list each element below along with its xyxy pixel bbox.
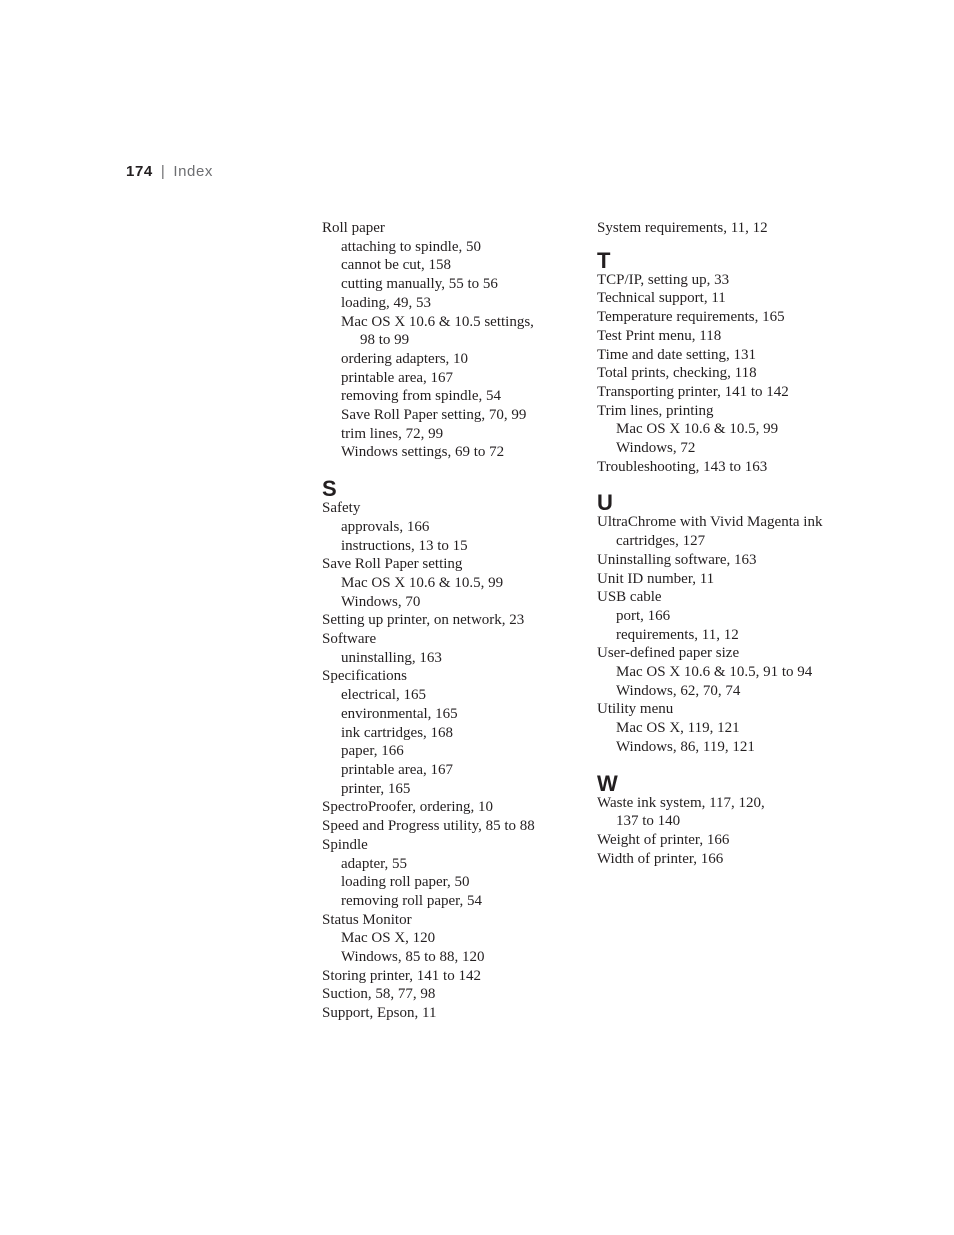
index-column-right [597, 219, 897, 868]
index-subentry: requirements, 11, 12 [616, 626, 739, 643]
index-entry: Transporting printer, 141 to 142 [597, 383, 789, 400]
index-entry: Storing printer, 141 to 142 [322, 967, 481, 984]
index-letter-heading: U [597, 490, 613, 516]
index-subentry: Windows, 86, 119, 121 [616, 738, 755, 755]
index-letter-heading: S [322, 476, 337, 502]
index-entry-continuation: 137 to 140 [616, 813, 681, 830]
index-subentry: removing from spindle, 54 [341, 388, 501, 405]
index-subentry: Windows, 72 [616, 440, 696, 457]
index-subentry: attaching to spindle, 50 [341, 238, 481, 255]
index-subentry: printer, 165 [341, 780, 411, 797]
index-subentry: environmental, 165 [341, 705, 458, 722]
index-subentry: adapter, 55 [341, 855, 408, 872]
index-column-left [322, 219, 582, 1023]
running-header [126, 163, 213, 180]
index-entry: Specifications [322, 668, 407, 685]
index-entry: Utility menu [597, 701, 674, 718]
index-entry: Safety [322, 500, 361, 517]
index-entry: TCP/IP, setting up, 33 [597, 271, 730, 288]
index-subentry: loading, 49, 53 [341, 294, 431, 311]
index-subentry: paper, 166 [341, 743, 404, 760]
index-entry: Weight of printer, 166 [597, 831, 730, 848]
index-entry: Uninstalling software, 163 [597, 551, 757, 568]
index-subentry: Windows settings, 69 to 72 [341, 444, 505, 461]
index-entry: User-defined paper size [597, 645, 740, 662]
index-letter-heading: T [597, 247, 611, 273]
page-number: 174 [126, 163, 153, 180]
index-entry: UltraChrome with Vivid Magenta ink [597, 514, 823, 531]
index-subentry: ordering adapters, 10 [341, 350, 469, 367]
index-entry: Total prints, checking, 118 [597, 365, 757, 382]
index-subentry: Windows, 70 [341, 593, 421, 610]
index-subentry: removing roll paper, 54 [341, 892, 483, 909]
index-entry: Unit ID number, 11 [597, 570, 715, 587]
index-entry: Save Roll Paper setting [322, 556, 463, 573]
index-entry: Width of printer, 166 [597, 850, 724, 867]
index-subentry: Mac OS X, 120 [341, 930, 436, 947]
index-subentry: approvals, 166 [341, 518, 430, 535]
index-entry: System requirements, 11, 12 [597, 220, 768, 236]
index-subentry: Mac OS X 10.6 & 10.5, 91 to 94 [616, 664, 813, 681]
index-entry: Troubleshooting, 143 to 163 [597, 458, 768, 475]
index-subentry: Mac OS X 10.6 & 10.5, 99 [341, 574, 504, 591]
index-subentry: Mac OS X, 119, 121 [616, 720, 740, 737]
index-subentry: port, 166 [616, 607, 671, 624]
index-letter-heading: W [597, 770, 618, 796]
index-subentry: instructions, 13 to 15 [341, 537, 468, 554]
index-entry: Time and date setting, 131 [597, 346, 757, 363]
index-entry: Technical support, 11 [597, 290, 726, 307]
index-entry: Test Print menu, 118 [597, 327, 722, 344]
section-title: Index [173, 163, 214, 180]
index-subentry: Mac OS X 10.6 & 10.5 settings, [341, 313, 534, 330]
index-entry: Waste ink system, 117, 120, [597, 794, 765, 811]
index-entry: Temperature requirements, 165 [597, 309, 785, 326]
index-subentry: printable area, 167 [341, 761, 454, 778]
index-subentry: trim lines, 72, 99 [341, 425, 444, 442]
index-subentry: uninstalling, 163 [341, 649, 442, 666]
index-entry-continuation: cartridges, 127 [616, 533, 706, 550]
index-entry: SpectroProofer, ordering, 10 [322, 799, 494, 816]
index-entry: Speed and Progress utility, 85 to 88 [322, 818, 535, 835]
index-entry: Setting up printer, on network, 23 [322, 612, 525, 629]
index-subentry: Mac OS X 10.6 & 10.5, 99 [616, 421, 779, 438]
index-entry: Support, Epson, 11 [322, 1005, 437, 1022]
index-entry: Software [322, 631, 377, 648]
index-subentry: loading roll paper, 50 [341, 874, 470, 891]
header-separator: | [160, 163, 166, 180]
index-entry: USB cable [597, 589, 662, 606]
index-subentry: Windows, 85 to 88, 120 [341, 949, 485, 966]
index-subentry: Windows, 62, 70, 74 [616, 682, 741, 699]
index-subentry: cannot be cut, 158 [341, 257, 451, 274]
index-subentry: Save Roll Paper setting, 70, 99 [341, 407, 527, 424]
index-entry: Roll paper [322, 220, 385, 236]
index-subentry: cutting manually, 55 to 56 [341, 276, 498, 293]
index-subentry: electrical, 165 [341, 687, 426, 704]
index-entry: Trim lines, printing [597, 402, 714, 419]
index-subentry: printable area, 167 [341, 369, 454, 386]
index-entry: Suction, 58, 77, 98 [322, 986, 436, 1003]
index-subentry: ink cartridges, 168 [341, 724, 454, 741]
index-subentry-continuation: 98 to 99 [360, 332, 410, 349]
index-entry: Status Monitor [322, 911, 412, 928]
index-entry: Spindle [322, 836, 368, 853]
